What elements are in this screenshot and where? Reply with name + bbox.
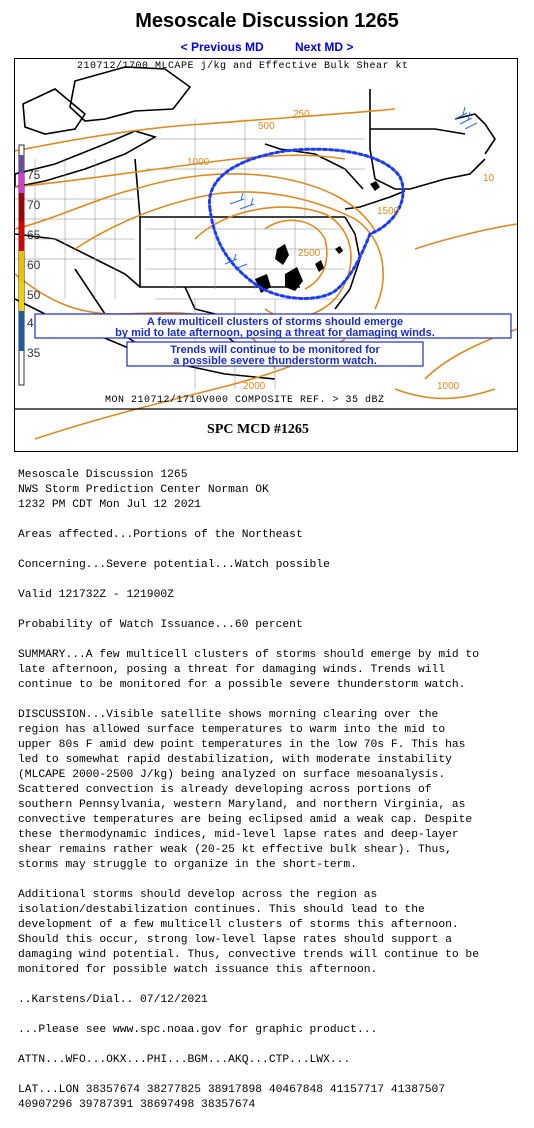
- contour-label-1000-ocean: 1000: [437, 381, 460, 392]
- concerning: Concerning...Severe potential...Watch possible: [18, 559, 330, 571]
- next-md-link[interactable]: Next MD >: [295, 40, 354, 54]
- summary-callout-line1: A few multicell clusters of storms should emerge: [146, 316, 404, 328]
- contour-label-2500: 2500: [298, 248, 321, 259]
- attention-wfos: ATTN...WFO...OKX...PHI...BGM...AKQ...CTP...LWX...: [18, 1054, 351, 1066]
- ma-border: [370, 129, 465, 134]
- mcd-map-graphic: [14, 58, 518, 452]
- map-caption: SPC MCD #1265: [207, 422, 309, 437]
- legend-label-50: 50: [27, 288, 41, 302]
- valid-time: Valid 121732Z - 121900Z: [18, 589, 174, 601]
- ky-va-border: [15, 299, 275, 379]
- legend-label-4: 4: [27, 316, 34, 330]
- contour-label-500: 500: [258, 121, 275, 132]
- contour-label-10: 10: [483, 173, 495, 184]
- map-header: 210712/1700 MLCAPE j/kg and Effective Bulk Shear kt: [77, 61, 409, 72]
- trend-callout-line1: Trends will continue to be monitored for: [170, 344, 380, 356]
- areas-affected: Areas affected...Portions of the Northeast: [18, 529, 303, 541]
- trend-callout-line2: a possible severe thunderstorm watch.: [173, 355, 377, 367]
- page-title: Mesoscale Discussion 1265: [135, 10, 399, 32]
- lat-lon: LAT...LON 38357674 38277825 38917898 40467848 41157717 41387507 40907296 39787391 38697498 38357674: [18, 1084, 446, 1111]
- watch-probability: Probability of Watch Issuance...60 percent: [18, 619, 303, 631]
- contour-label-2000: 2000: [243, 381, 266, 392]
- cape-contour-east: [415, 224, 517, 249]
- mcd-map: [15, 59, 517, 451]
- authors: ..Karstens/Dial.. 07/12/2021: [18, 994, 208, 1006]
- vt-border: [370, 89, 375, 179]
- legend-label-60: 60: [27, 258, 41, 272]
- lake-ontario-outline: [70, 67, 190, 121]
- discussion-text: [18, 468, 528, 1128]
- contour-label-1000: 1000: [187, 157, 210, 168]
- graphic-note: ...Please see www.spc.noaa.gov for graphic product...: [18, 1024, 378, 1036]
- ct-ri-coast: [375, 159, 485, 189]
- contour-label-250: 250: [293, 109, 310, 120]
- reflectivity-legend: [19, 145, 41, 385]
- discussion-paragraph: DISCUSSION...Visible satellite shows morning clearing over the region has allowed surface temperatures to warm into the mid to upper 80s F amid dew point temperatures in the low 70s F. This has led to somewhat rapid destabilization, with moderate instability (MLCAPE 2000-2500 J/kg) being analyzed on surface mesoanalysis. Scattered convection is already developing across portions of southern Pennsylvania, western Maryland, and northern Virginia, as convective temperatures are being eclipsed amid a weak cap. Despite these thermodynamic indices, mid-level lapse rates and deep-layer shear remains rather weak (20-25 kt effective bulk shear). Thus, storms may struggle to organize in the short-term.: [18, 709, 473, 871]
- map-footer: MON 210712/1710V000 COMPOSITE REF. > 35 dBZ: [105, 395, 385, 406]
- summary-callout-line2: by mid to late afternoon, posing a threat for damaging winds.: [115, 327, 435, 339]
- additional-paragraph: Additional storms should develop across the region as isolation/destabilization continues. This should lead to the development of a few multicell clusters of storms this afternoon. Should this occur, strong low-level lapse rates should support a damaging wind potential. Thus, convective trends will continue to be monitored for possible watch issuance this afternoon.: [18, 889, 479, 976]
- md-navigation: [0, 40, 534, 54]
- legend-label-65: 65: [27, 228, 41, 242]
- legend-label-70: 70: [27, 198, 41, 212]
- summary-paragraph: SUMMARY...A few multicell clusters of storms should emerge by mid to late afternoon, posing a threat for damaging winds. Trends will continue to be monitored for a possible severe thunderstorm watch.: [18, 649, 479, 691]
- contour-label-1500: 1500: [377, 206, 400, 217]
- legend-label-35: 35: [27, 346, 41, 360]
- previous-md-link[interactable]: < Previous MD: [180, 40, 264, 54]
- composite-reflectivity: [255, 181, 380, 293]
- discussion-header: Mesoscale Discussion 1265 NWS Storm Prediction Center Norman OK 1232 PM CDT Mon Jul 12 2021: [18, 469, 269, 511]
- legend-label-75: 75: [27, 168, 41, 182]
- pa-md-border: [140, 217, 300, 287]
